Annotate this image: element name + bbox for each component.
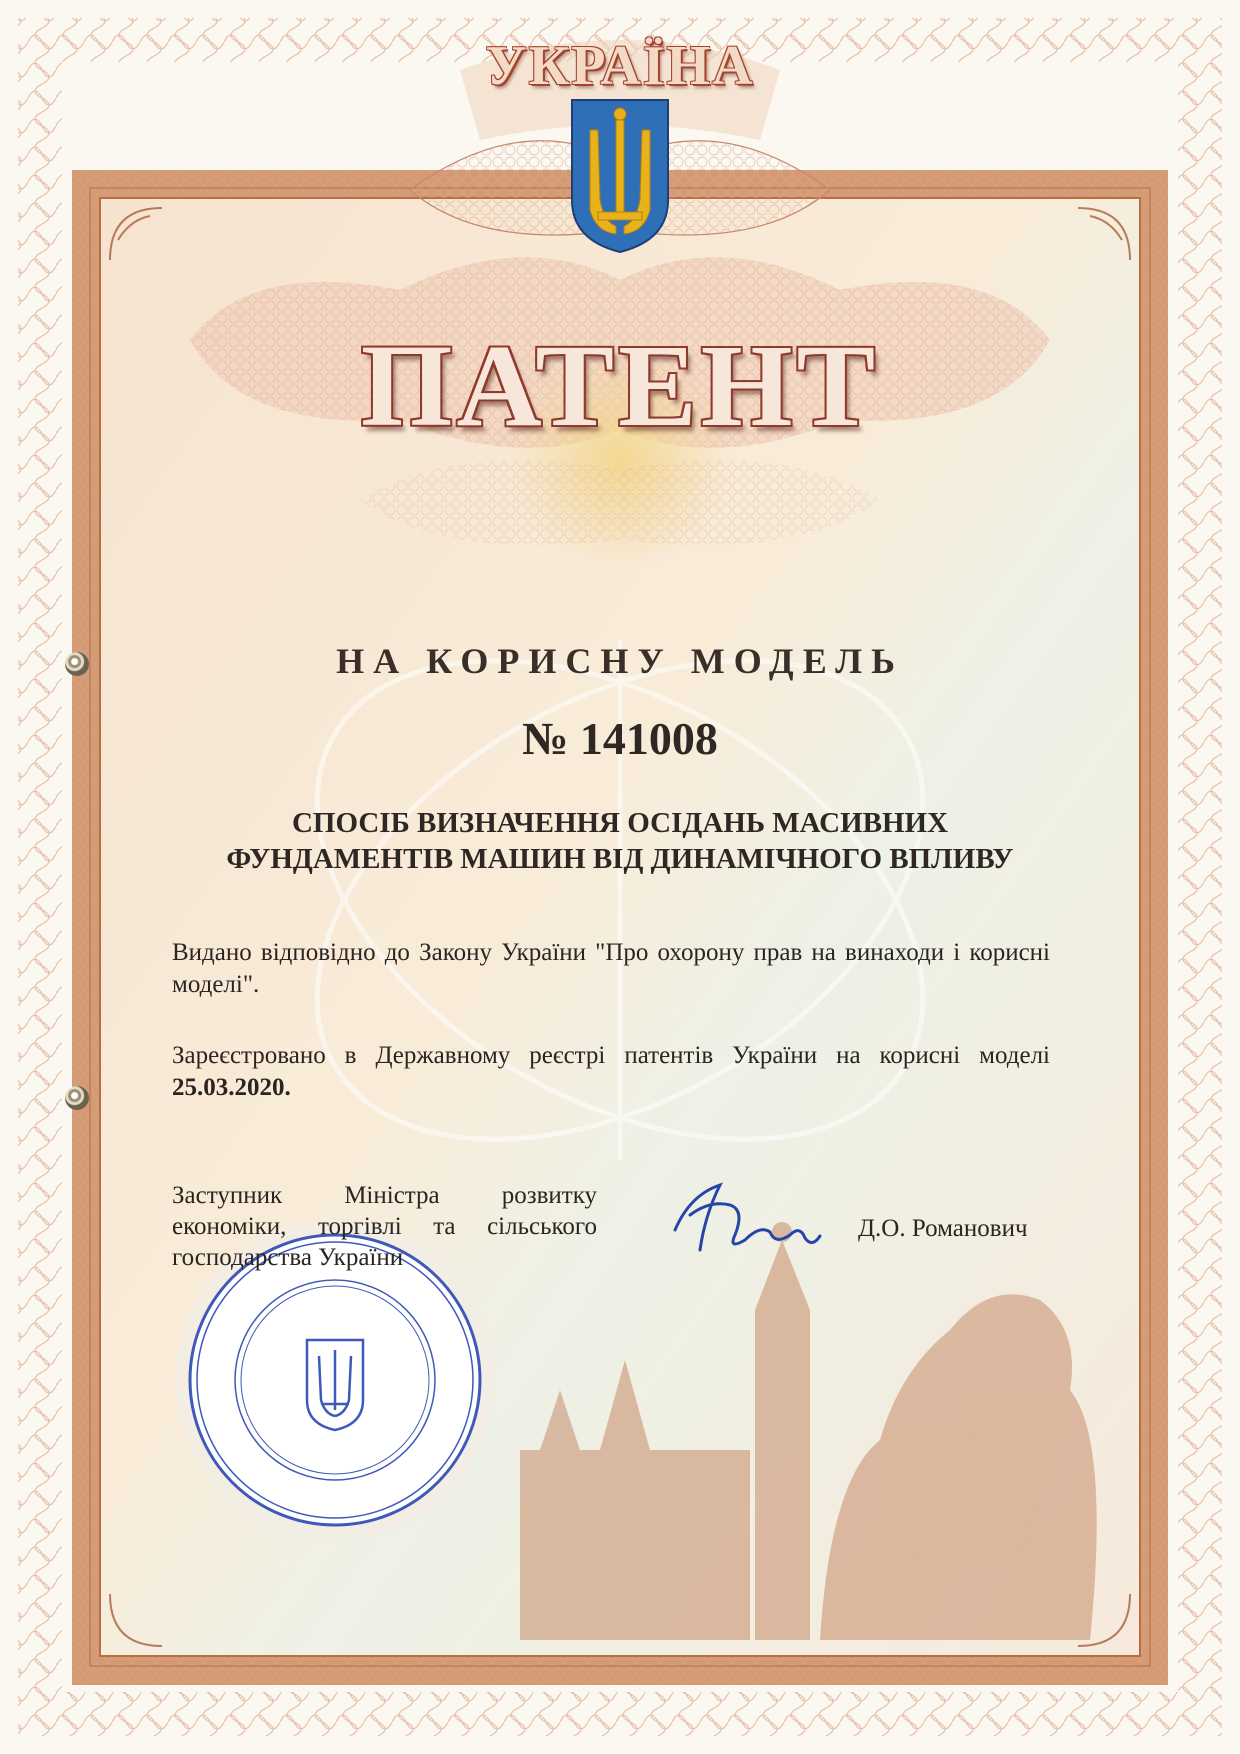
binding-rivet-bottom xyxy=(65,1086,89,1110)
issued-statement: Видано відповідно до Закону України "Про охорону прав на винаходи і корисні моделі". xyxy=(172,939,1050,998)
invention-title-line-2: ФУНДАМЕНТІВ МАШИН ВІД ДИНАМІЧНОГО ВПЛИВУ xyxy=(226,843,1014,875)
invention-title xyxy=(0,805,1240,877)
patent-number: № 141008 xyxy=(522,713,718,764)
signatory-role: Заступник Міністра розвитку економіки, торгівлі та сільського господарства України xyxy=(172,1182,597,1271)
registration-date: 25.03.2020. xyxy=(172,1074,291,1101)
country-name: УКРАЇНА xyxy=(485,35,755,97)
invention-title-line-1: СПОСІБ ВИЗНАЧЕННЯ ОСІДАНЬ МАСИВНИХ xyxy=(291,807,949,839)
registration-statement xyxy=(172,1040,1050,1104)
coat-of-arms-icon xyxy=(572,100,668,252)
document-type: НА КОРИСНУ МОДЕЛЬ xyxy=(336,641,904,681)
registration-text: Зареєстровано в Державному реєстрі патентів України на корисні моделі xyxy=(172,1042,1050,1069)
signatory-name: Д.О. Романович xyxy=(858,1215,1028,1242)
document-title: ПАТЕНТ xyxy=(360,320,880,451)
